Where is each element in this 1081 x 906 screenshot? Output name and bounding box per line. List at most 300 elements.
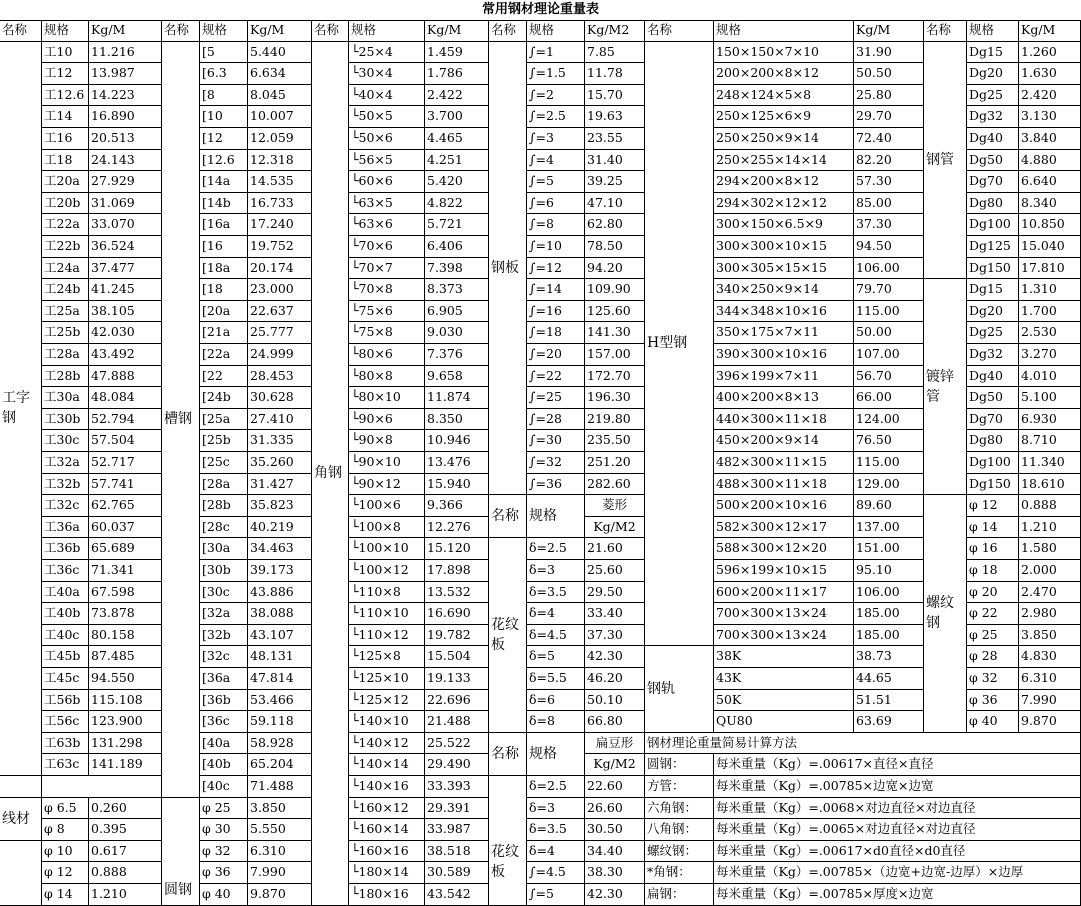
channel-row-weight: 47.814 xyxy=(248,668,312,690)
pattern-header-name: 名称 xyxy=(489,495,527,538)
angle-row-weight: 5.721 xyxy=(425,214,489,236)
i-beam-row-weight: 41.245 xyxy=(89,279,162,301)
round-steel-row-spec: φ 36 xyxy=(200,862,248,884)
angle-row-spec: └70×6 xyxy=(349,236,425,258)
steel-pipe-row-weight: 1.630 xyxy=(1019,63,1081,85)
i-beam-row-spec: 工22a xyxy=(42,214,89,236)
h-beam-row-weight: 129.00 xyxy=(854,474,924,496)
h-beam-row-spec: 200×200×8×12 xyxy=(714,63,854,85)
angle-row-weight: 6.406 xyxy=(425,236,489,258)
rebar-row-spec: φ 18 xyxy=(967,560,1019,582)
galvanized-pipe-row-spec: Dg40 xyxy=(967,366,1019,388)
rebar-row-spec: φ 14 xyxy=(967,517,1019,539)
plate-row-weight: 23.55 xyxy=(585,128,645,150)
i-beam-row-weight: 24.143 xyxy=(89,150,162,172)
channel-row-spec: [30b xyxy=(200,560,248,582)
galvanized-pipe-row-spec: Dg15 xyxy=(967,279,1019,301)
h-beam-row-spec: 600×200×11×17 xyxy=(714,582,854,604)
h-beam-row-weight: 72.40 xyxy=(854,128,924,150)
formula-text: 每米重量（Kg）=.00785×厚度×边宽 xyxy=(714,884,1081,906)
rail-row-spec: 50K xyxy=(714,690,854,712)
angle-steel-name: 角钢 xyxy=(312,42,349,906)
i-beam-row-spec: 工25b xyxy=(42,322,89,344)
h-beam-row-spec: 588×300×12×20 xyxy=(714,538,854,560)
i-beam-row-weight: 11.216 xyxy=(89,42,162,64)
h-beam-row-weight: 185.00 xyxy=(854,603,924,625)
angle-row-weight: 5.420 xyxy=(425,171,489,193)
steel-pipe-row-weight: 10.850 xyxy=(1019,214,1081,236)
rebar-row-weight: 2.470 xyxy=(1019,582,1081,604)
rebar-row-weight: 0.888 xyxy=(1019,495,1081,517)
angle-row-spec: └140×10 xyxy=(349,711,425,733)
angle-row-spec: └140×16 xyxy=(349,776,425,798)
i-beam-row-weight: 57.504 xyxy=(89,430,162,452)
channel-row-weight: 10.007 xyxy=(248,106,312,128)
i-beam-row-spec: 工36a xyxy=(42,517,89,539)
galvanized-pipe-row-weight: 5.100 xyxy=(1019,387,1081,409)
i-beam-row-weight: 47.888 xyxy=(89,366,162,388)
h-beam-row-spec: 300×305×15×15 xyxy=(714,258,854,280)
galvanized-pipe-row-spec: Dg50 xyxy=(967,387,1019,409)
angle-row-spec: └140×12 xyxy=(349,733,425,755)
channel-row-weight: 5.440 xyxy=(248,42,312,64)
angle-row-spec: └60×6 xyxy=(349,171,425,193)
checker-plate-row-spec: ∫=5 xyxy=(527,884,585,906)
h-beam-row-spec: 596×199×10×15 xyxy=(714,560,854,582)
plate-row-weight: 219.80 xyxy=(585,409,645,431)
angle-row-spec: └160×12 xyxy=(349,798,425,820)
column-header: Kg/M xyxy=(854,20,924,42)
h-beam-row-spec: 396×199×7×11 xyxy=(714,366,854,388)
h-beam-row-weight: 106.00 xyxy=(854,258,924,280)
channel-row-spec: [25c xyxy=(200,452,248,474)
column-header: 规格 xyxy=(527,20,585,42)
channel-row-spec: [5 xyxy=(200,42,248,64)
i-beam-row-spec: 工40b xyxy=(42,603,89,625)
i-beam-row-spec: 工24a xyxy=(42,258,89,280)
channel-row-spec: [10 xyxy=(200,106,248,128)
angle-row-spec: └25×4 xyxy=(349,42,425,64)
plate-row-weight: 78.50 xyxy=(585,236,645,258)
h-beam-row-spec: 250×125×6×9 xyxy=(714,106,854,128)
plate-row-spec: ∫=18 xyxy=(527,322,585,344)
h-beam-row-weight: 137.00 xyxy=(854,517,924,539)
checker-plate-row-spec: δ=3 xyxy=(527,798,585,820)
rebar-row-spec: φ 25 xyxy=(967,625,1019,647)
pattern-header-spec: 规格 xyxy=(527,733,585,776)
steel-pipe-row-weight: 2.420 xyxy=(1019,85,1081,107)
checker-plate-row-weight: 33.40 xyxy=(585,603,645,625)
checker-plate-row-spec: δ=4 xyxy=(527,603,585,625)
angle-row-spec: └50×5 xyxy=(349,106,425,128)
angle-row-spec: └30×4 xyxy=(349,63,425,85)
checker-plate-row-weight: 22.60 xyxy=(585,776,645,798)
channel-row-weight: 6.634 xyxy=(248,63,312,85)
plate-row-spec: ∫=1.5 xyxy=(527,63,585,85)
i-beam-row-spec: 工20a xyxy=(42,171,89,193)
formula-label: 螺纹钢： xyxy=(645,841,714,863)
steel-pipe-row-spec: Dg50 xyxy=(967,150,1019,172)
steel-pipe-row-weight: 1.260 xyxy=(1019,42,1081,64)
h-beam-row-spec: 300×300×10×15 xyxy=(714,236,854,258)
i-beam-row-weight: 60.037 xyxy=(89,517,162,539)
i-beam-row-spec: 工32c xyxy=(42,495,89,517)
h-beam-row-weight: 76.50 xyxy=(854,430,924,452)
steel-plate-name: 钢板 xyxy=(489,42,527,496)
channel-row-weight: 31.427 xyxy=(248,474,312,496)
i-beam-row-weight: 115.108 xyxy=(89,690,162,712)
steel-pipe-row-weight: 17.810 xyxy=(1019,258,1081,280)
angle-row-spec: └110×8 xyxy=(349,582,425,604)
angle-row-weight: 7.376 xyxy=(425,344,489,366)
angle-row-weight: 13.532 xyxy=(425,582,489,604)
i-beam-row-spec: 工28b xyxy=(42,366,89,388)
formula-text: 每米重量（Kg）=.0068×对边直径×对边直径 xyxy=(714,798,1081,820)
angle-row-spec: └100×6 xyxy=(349,495,425,517)
i-beam-row-spec: 工32a xyxy=(42,452,89,474)
i-beam-row-spec: 工40a xyxy=(42,582,89,604)
steel-pipe-row-spec: Dg100 xyxy=(967,214,1019,236)
channel-row-spec: [25b xyxy=(200,430,248,452)
column-header: 规格 xyxy=(349,20,425,42)
angle-row-spec: └160×16 xyxy=(349,841,425,863)
angle-row-weight: 43.542 xyxy=(425,884,489,906)
angle-row-weight: 19.133 xyxy=(425,668,489,690)
blank-cell xyxy=(0,776,42,798)
formula-text: 每米重量（Kg）=.0065×对边直径×对边直径 xyxy=(714,819,1081,841)
pattern-header-name: 名称 xyxy=(489,733,527,776)
round-steel-row-spec: φ 10 xyxy=(42,841,89,863)
rebar-row-spec: φ 28 xyxy=(967,646,1019,668)
plate-row-spec: ∫=20 xyxy=(527,344,585,366)
channel-row-weight: 71.488 xyxy=(248,776,312,798)
channel-row-weight: 12.318 xyxy=(248,150,312,172)
pattern-header-unit: Kg/M2 xyxy=(585,517,645,539)
channel-row-weight: 43.107 xyxy=(248,625,312,647)
channel-row-spec: [24b xyxy=(200,387,248,409)
rebar-row-weight: 4.830 xyxy=(1019,646,1081,668)
checker-plate-row-weight: 34.40 xyxy=(585,841,645,863)
angle-row-weight: 16.690 xyxy=(425,603,489,625)
i-beam-row-weight: 65.689 xyxy=(89,538,162,560)
column-header: 名称 xyxy=(162,20,200,42)
rail-row-spec: QU80 xyxy=(714,711,854,733)
i-beam-row-spec: 工45b xyxy=(42,646,89,668)
channel-row-spec: [22a xyxy=(200,344,248,366)
plate-row-spec: ∫=2 xyxy=(527,85,585,107)
wire-rod-row-spec: φ 8 xyxy=(42,819,89,841)
plate-row-spec: ∫=22 xyxy=(527,366,585,388)
checker-plate-row-spec: δ=8 xyxy=(527,711,585,733)
plate-row-weight: 31.40 xyxy=(585,150,645,172)
round-steel-row-weight: 0.888 xyxy=(89,862,162,884)
angle-row-weight: 9.658 xyxy=(425,366,489,388)
angle-row-spec: └70×7 xyxy=(349,258,425,280)
h-beam-row-spec: 390×300×10×16 xyxy=(714,344,854,366)
plate-row-weight: 196.30 xyxy=(585,387,645,409)
i-beam-row-spec: 工30a xyxy=(42,387,89,409)
channel-row-weight: 19.752 xyxy=(248,236,312,258)
i-beam-row-weight: 42.030 xyxy=(89,322,162,344)
i-beam-row-weight: 123.900 xyxy=(89,711,162,733)
h-beam-row-weight: 37.30 xyxy=(854,214,924,236)
angle-row-weight: 19.782 xyxy=(425,625,489,647)
channel-row-spec: [40c xyxy=(200,776,248,798)
rebar-row-spec: φ 12 xyxy=(967,495,1019,517)
angle-row-weight: 33.393 xyxy=(425,776,489,798)
plate-row-spec: ∫=3 xyxy=(527,128,585,150)
galvanized-pipe-row-spec: Dg32 xyxy=(967,344,1019,366)
h-beam-row-spec: 294×200×8×12 xyxy=(714,171,854,193)
galvanized-pipe-row-weight: 4.010 xyxy=(1019,366,1081,388)
galvanized-pipe-row-weight: 2.530 xyxy=(1019,322,1081,344)
plate-row-weight: 19.63 xyxy=(585,106,645,128)
h-beam-row-weight: 115.00 xyxy=(854,301,924,323)
channel-row-weight: 43.886 xyxy=(248,582,312,604)
i-beam-row-spec: 工16 xyxy=(42,128,89,150)
plate-row-weight: 141.30 xyxy=(585,322,645,344)
h-beam-row-spec: 150×150×7×10 xyxy=(714,42,854,64)
rail-row-weight: 51.51 xyxy=(854,690,924,712)
galvanized-pipe-row-spec: Dg100 xyxy=(967,452,1019,474)
h-beam-row-spec: 340×250×9×14 xyxy=(714,279,854,301)
formula-label: 扁钢： xyxy=(645,884,714,906)
h-beam-row-spec: 488×300×11×18 xyxy=(714,474,854,496)
i-beam-row-spec: 工10 xyxy=(42,42,89,64)
angle-row-spec: └100×10 xyxy=(349,538,425,560)
angle-row-weight: 38.518 xyxy=(425,841,489,863)
h-beam-row-spec: 344×348×10×16 xyxy=(714,301,854,323)
column-header: 规格 xyxy=(714,20,854,42)
angle-row-weight: 22.696 xyxy=(425,690,489,712)
h-beam-row-weight: 151.00 xyxy=(854,538,924,560)
channel-row-spec: [20a xyxy=(200,301,248,323)
channel-row-weight: 14.535 xyxy=(248,171,312,193)
h-beam-row-weight: 29.70 xyxy=(854,106,924,128)
rebar-row-weight: 9.870 xyxy=(1019,711,1081,733)
h-beam-row-spec: 440×300×11×18 xyxy=(714,409,854,431)
i-beam-row-spec: 工28a xyxy=(42,344,89,366)
channel-steel-name: 槽钢 xyxy=(162,42,200,798)
angle-row-weight: 30.589 xyxy=(425,862,489,884)
column-header: Kg/M xyxy=(89,20,162,42)
channel-row-weight: 17.240 xyxy=(248,214,312,236)
channel-row-spec: [14b xyxy=(200,193,248,215)
angle-row-weight: 8.350 xyxy=(425,409,489,431)
channel-row-spec: [25a xyxy=(200,409,248,431)
galvanized-pipe-row-weight: 1.700 xyxy=(1019,301,1081,323)
sheet-title: 常用钢材理论重量表 xyxy=(0,0,1081,21)
galvanized-pipe-row-weight: 11.340 xyxy=(1019,452,1081,474)
angle-row-spec: └180×14 xyxy=(349,862,425,884)
h-beam-row-spec: 582×300×12×17 xyxy=(714,517,854,539)
i-beam-row-weight: 87.485 xyxy=(89,646,162,668)
steel-pipe-row-spec: Dg32 xyxy=(967,106,1019,128)
plate-row-weight: 11.78 xyxy=(585,63,645,85)
galvanized-pipe-row-weight: 1.310 xyxy=(1019,279,1081,301)
round-steel-row-weight: 1.210 xyxy=(89,884,162,906)
blank-cell xyxy=(42,776,162,798)
angle-row-weight: 17.898 xyxy=(425,560,489,582)
channel-row-weight: 31.335 xyxy=(248,430,312,452)
i-beam-row-weight: 14.223 xyxy=(89,85,162,107)
h-beam-row-spec: 248×124×5×8 xyxy=(714,85,854,107)
i-beam-row-weight: 67.598 xyxy=(89,582,162,604)
channel-row-weight: 30.628 xyxy=(248,387,312,409)
angle-row-weight: 29.391 xyxy=(425,798,489,820)
pattern-header-unit: Kg/M2 xyxy=(585,754,645,776)
rebar-row-weight: 2.000 xyxy=(1019,560,1081,582)
channel-row-spec: [36c xyxy=(200,711,248,733)
channel-row-weight: 28.453 xyxy=(248,366,312,388)
h-beam-row-weight: 106.00 xyxy=(854,582,924,604)
pattern-header-shape: 菱形 xyxy=(585,495,645,517)
channel-row-spec: [18a xyxy=(200,258,248,280)
angle-row-weight: 6.905 xyxy=(425,301,489,323)
angle-row-spec: └160×14 xyxy=(349,819,425,841)
h-beam-row-spec: 500×200×10×16 xyxy=(714,495,854,517)
h-beam-row-weight: 57.30 xyxy=(854,171,924,193)
i-beam-row-spec: 工18 xyxy=(42,150,89,172)
channel-row-spec: [18 xyxy=(200,279,248,301)
plate-row-weight: 15.70 xyxy=(585,85,645,107)
i-beam-row-weight: 38.105 xyxy=(89,301,162,323)
rebar-row-weight: 1.580 xyxy=(1019,538,1081,560)
channel-row-spec: [28b xyxy=(200,495,248,517)
angle-row-weight: 1.786 xyxy=(425,63,489,85)
formula-text: 每米重量（Kg）=.00617×d0直径×d0直径 xyxy=(714,841,1081,863)
channel-row-spec: [40a xyxy=(200,733,248,755)
checker-plate-row-spec: δ=5 xyxy=(527,646,585,668)
angle-row-spec: └125×10 xyxy=(349,668,425,690)
plate-row-weight: 172.70 xyxy=(585,366,645,388)
plate-row-spec: ∫=10 xyxy=(527,236,585,258)
rail-row-spec: 38K xyxy=(714,646,854,668)
angle-row-weight: 4.822 xyxy=(425,193,489,215)
column-header: 规格 xyxy=(967,20,1019,42)
h-beam-row-spec: 482×300×11×15 xyxy=(714,452,854,474)
angle-row-weight: 10.946 xyxy=(425,430,489,452)
angle-row-weight: 21.488 xyxy=(425,711,489,733)
plate-row-weight: 62.80 xyxy=(585,214,645,236)
rebar-row-spec: φ 32 xyxy=(967,668,1019,690)
checker-plate-row-spec: δ=2.5 xyxy=(527,538,585,560)
wire-rod-row-spec: φ 6.5 xyxy=(42,798,89,820)
plate-row-weight: 251.20 xyxy=(585,452,645,474)
i-beam-row-weight: 94.550 xyxy=(89,668,162,690)
formula-text: 每米重量（Kg）=.00785×（边宽+边宽-边厚）×边厚 xyxy=(714,862,1081,884)
i-beam-row-spec: 工22b xyxy=(42,236,89,258)
angle-row-weight: 15.120 xyxy=(425,538,489,560)
channel-row-spec: [22 xyxy=(200,366,248,388)
channel-row-spec: [8 xyxy=(200,85,248,107)
steel-pipe-row-weight: 15.040 xyxy=(1019,236,1081,258)
wire-rod-row-weight: 0.260 xyxy=(89,798,162,820)
plate-row-spec: ∫=2.5 xyxy=(527,106,585,128)
rebar-row-weight: 1.210 xyxy=(1019,517,1081,539)
i-beam-row-weight: 57.741 xyxy=(89,474,162,496)
galvanized-pipe-row-weight: 18.610 xyxy=(1019,474,1081,496)
steel-pipe-row-weight: 3.130 xyxy=(1019,106,1081,128)
plate-row-spec: ∫=12 xyxy=(527,258,585,280)
angle-row-spec: └75×8 xyxy=(349,322,425,344)
channel-row-weight: 24.999 xyxy=(248,344,312,366)
steel-pipe-row-spec: Dg125 xyxy=(967,236,1019,258)
formula-title: 钢材理论重量简易计算方法 xyxy=(645,733,1081,755)
formula-text: 每米重量（Kg）=.00617×直径×直径 xyxy=(714,754,1081,776)
angle-row-spec: └140×14 xyxy=(349,754,425,776)
angle-row-weight: 8.373 xyxy=(425,279,489,301)
round-steel-row-spec: φ 32 xyxy=(200,841,248,863)
i-beam-row-spec: 工63c xyxy=(42,754,89,776)
plate-row-weight: 7.85 xyxy=(585,42,645,64)
angle-row-spec: └75×6 xyxy=(349,301,425,323)
h-beam-row-weight: 115.00 xyxy=(854,452,924,474)
checker-plate-row-weight: 66.80 xyxy=(585,711,645,733)
round-steel-name-cell xyxy=(0,841,42,906)
round-steel-row-spec: φ 14 xyxy=(42,884,89,906)
i-beam-row-weight: 31.069 xyxy=(89,193,162,215)
round-steel-row-spec: φ 25 xyxy=(200,798,248,820)
column-header: 规格 xyxy=(200,20,248,42)
rebar-row-weight: 2.980 xyxy=(1019,603,1081,625)
channel-row-spec: [32c xyxy=(200,646,248,668)
angle-row-spec: └90×10 xyxy=(349,452,425,474)
i-beam-row-weight: 73.878 xyxy=(89,603,162,625)
h-beam-row-weight: 185.00 xyxy=(854,625,924,647)
steel-pipe-row-spec: Dg20 xyxy=(967,63,1019,85)
h-beam-row-weight: 107.00 xyxy=(854,344,924,366)
h-beam-row-spec: 300×150×6.5×9 xyxy=(714,214,854,236)
channel-row-weight: 40.219 xyxy=(248,517,312,539)
i-beam-row-weight: 62.765 xyxy=(89,495,162,517)
i-beam-row-spec: 工63b xyxy=(42,733,89,755)
plate-row-spec: ∫=1 xyxy=(527,42,585,64)
channel-row-spec: [12 xyxy=(200,128,248,150)
h-beam-row-spec: 400×200×8×13 xyxy=(714,387,854,409)
plate-row-weight: 125.60 xyxy=(585,301,645,323)
h-beam-row-weight: 31.90 xyxy=(854,42,924,64)
rebar-row-spec: φ 40 xyxy=(967,711,1019,733)
channel-row-weight: 27.410 xyxy=(248,409,312,431)
steel-pipe-name: 钢管 xyxy=(924,42,967,280)
wire-rod-row-weight: 0.395 xyxy=(89,819,162,841)
checker-plate-row-weight: 38.30 xyxy=(585,862,645,884)
angle-row-weight: 29.490 xyxy=(425,754,489,776)
rail-row-spec: 43K xyxy=(714,668,854,690)
column-header: 名称 xyxy=(312,20,349,42)
angle-row-weight: 25.522 xyxy=(425,733,489,755)
angle-row-weight: 15.504 xyxy=(425,646,489,668)
i-beam-row-weight: 20.513 xyxy=(89,128,162,150)
plate-row-spec: ∫=5 xyxy=(527,171,585,193)
channel-row-spec: [21a xyxy=(200,322,248,344)
angle-row-spec: └63×5 xyxy=(349,193,425,215)
checker-plate-row-weight: 21.60 xyxy=(585,538,645,560)
rebar-row-weight: 6.310 xyxy=(1019,668,1081,690)
round-steel-row-weight: 0.617 xyxy=(89,841,162,863)
h-beam-row-spec: 250×255×14×14 xyxy=(714,150,854,172)
i-beam-row-weight: 141.189 xyxy=(89,754,162,776)
i-beam-row-weight: 48.084 xyxy=(89,387,162,409)
channel-row-weight: 23.000 xyxy=(248,279,312,301)
galvanized-pipe-row-weight: 6.930 xyxy=(1019,409,1081,431)
channel-row-spec: [36a xyxy=(200,668,248,690)
channel-row-spec: [28a xyxy=(200,474,248,496)
i-beam-row-spec: 工45c xyxy=(42,668,89,690)
h-beam-row-weight: 82.20 xyxy=(854,150,924,172)
column-header: Kg/M xyxy=(248,20,312,42)
